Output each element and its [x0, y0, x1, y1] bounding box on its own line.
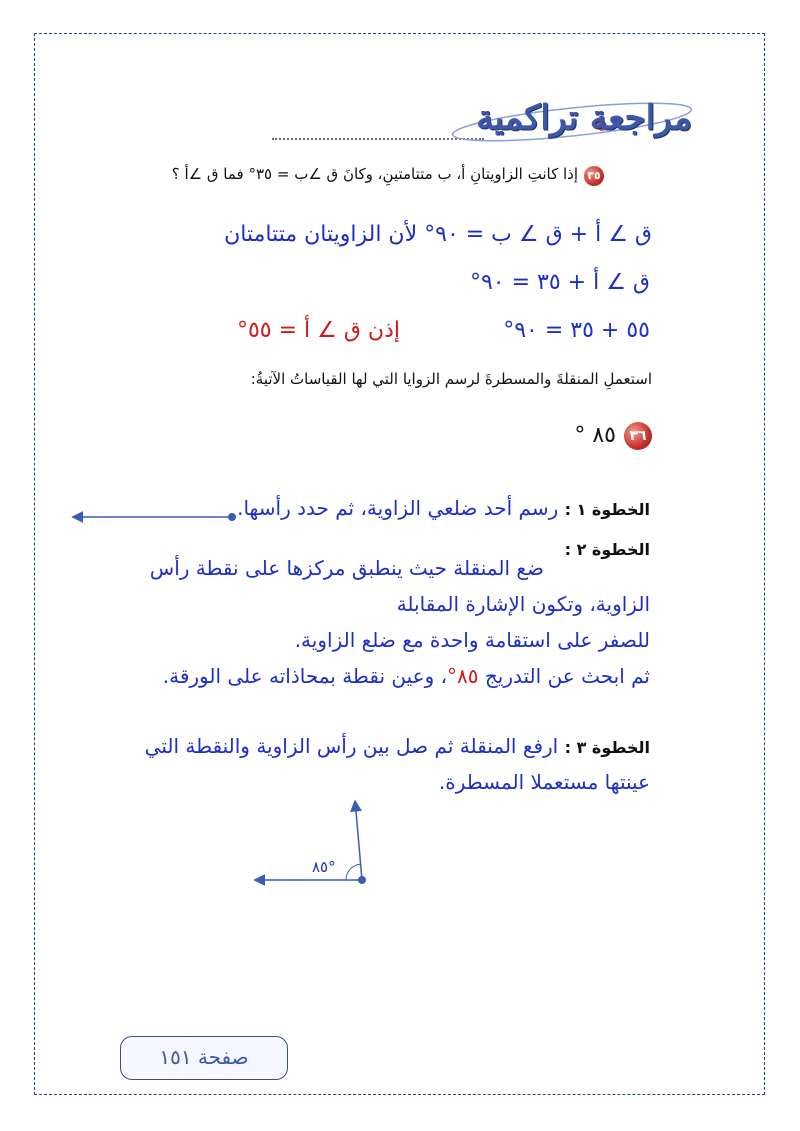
solution-line-3-result: إذن ق ∠ أ = ٥٥°: [236, 318, 400, 343]
step-3-line-1: ارفع المنقلة ثم صل بين رأس الزاوية والنقطة التي: [144, 734, 559, 758]
page-number-box: [120, 1036, 288, 1080]
step-1-ray: [82, 513, 236, 521]
step-2-line-2: الزاوية، وتكون الإشارة المقابلة: [396, 592, 650, 616]
question-36-value: ٨٥ °: [574, 423, 616, 448]
solution-line-1: ق ∠ أ + ق ∠ ب = ٩٠° لأن الزاويتان متتامتان: [224, 222, 652, 247]
solution-line-3-equation: ٥٥ + ٣٥ = ٩٠°: [503, 318, 650, 343]
solution-line-2: ق ∠ أ + ٣٥ = ٩٠°: [469, 270, 650, 295]
angle-arc: [346, 864, 361, 880]
step-3-label: الخطوة ٣ :: [564, 738, 650, 757]
step-1-text: رسم أحد ضلعي الزاوية، ثم حدد رأسها.: [237, 496, 559, 520]
angle-second-ray: [356, 810, 362, 880]
step-2-label: الخطوة ٢ :: [564, 540, 650, 559]
question-35-text: إذا كانتِ الزاويتانِ أ، ب متتامتينِ، وكانَ ق ∠ب = ٣٥° فما ق ∠أ ؟: [171, 165, 578, 183]
step-1-label: الخطوة ١ :: [564, 500, 650, 519]
ray-vertex-point: [228, 513, 236, 521]
question-number-badge: ٣٦: [624, 422, 652, 450]
instruction-text: استعملِ المنقلةَ والمسطرةَ لرسم الزوايا التي لها القياساتُ الآتيةُ:: [250, 370, 652, 388]
heading-title: مراجعة تراكمية: [476, 98, 692, 138]
step-2-line-1: ضع المنقلة حيث ينطبق مركزها على نقطة رأس: [149, 556, 544, 580]
angle-label: ٨٥°: [312, 858, 336, 876]
step-2-line-4-pre: ثم ابحث عن التدريج: [484, 664, 650, 688]
step-2-line-3: للصفر على استقامة واحدة مع ضلع الزاوية.: [294, 628, 650, 652]
step-2-angle-value: ٨٥°: [447, 664, 479, 688]
angle-vertex-point: [358, 876, 366, 884]
step-3-line-2: عينتها مستعملا المسطرة.: [438, 770, 650, 794]
step-2-line-4-post: ، وعين نقطة بمحاذاته على الورقة.: [162, 664, 448, 688]
question-number-badge: ٣٥: [584, 166, 604, 186]
page-number: صفحة ١٥١: [159, 1045, 249, 1069]
